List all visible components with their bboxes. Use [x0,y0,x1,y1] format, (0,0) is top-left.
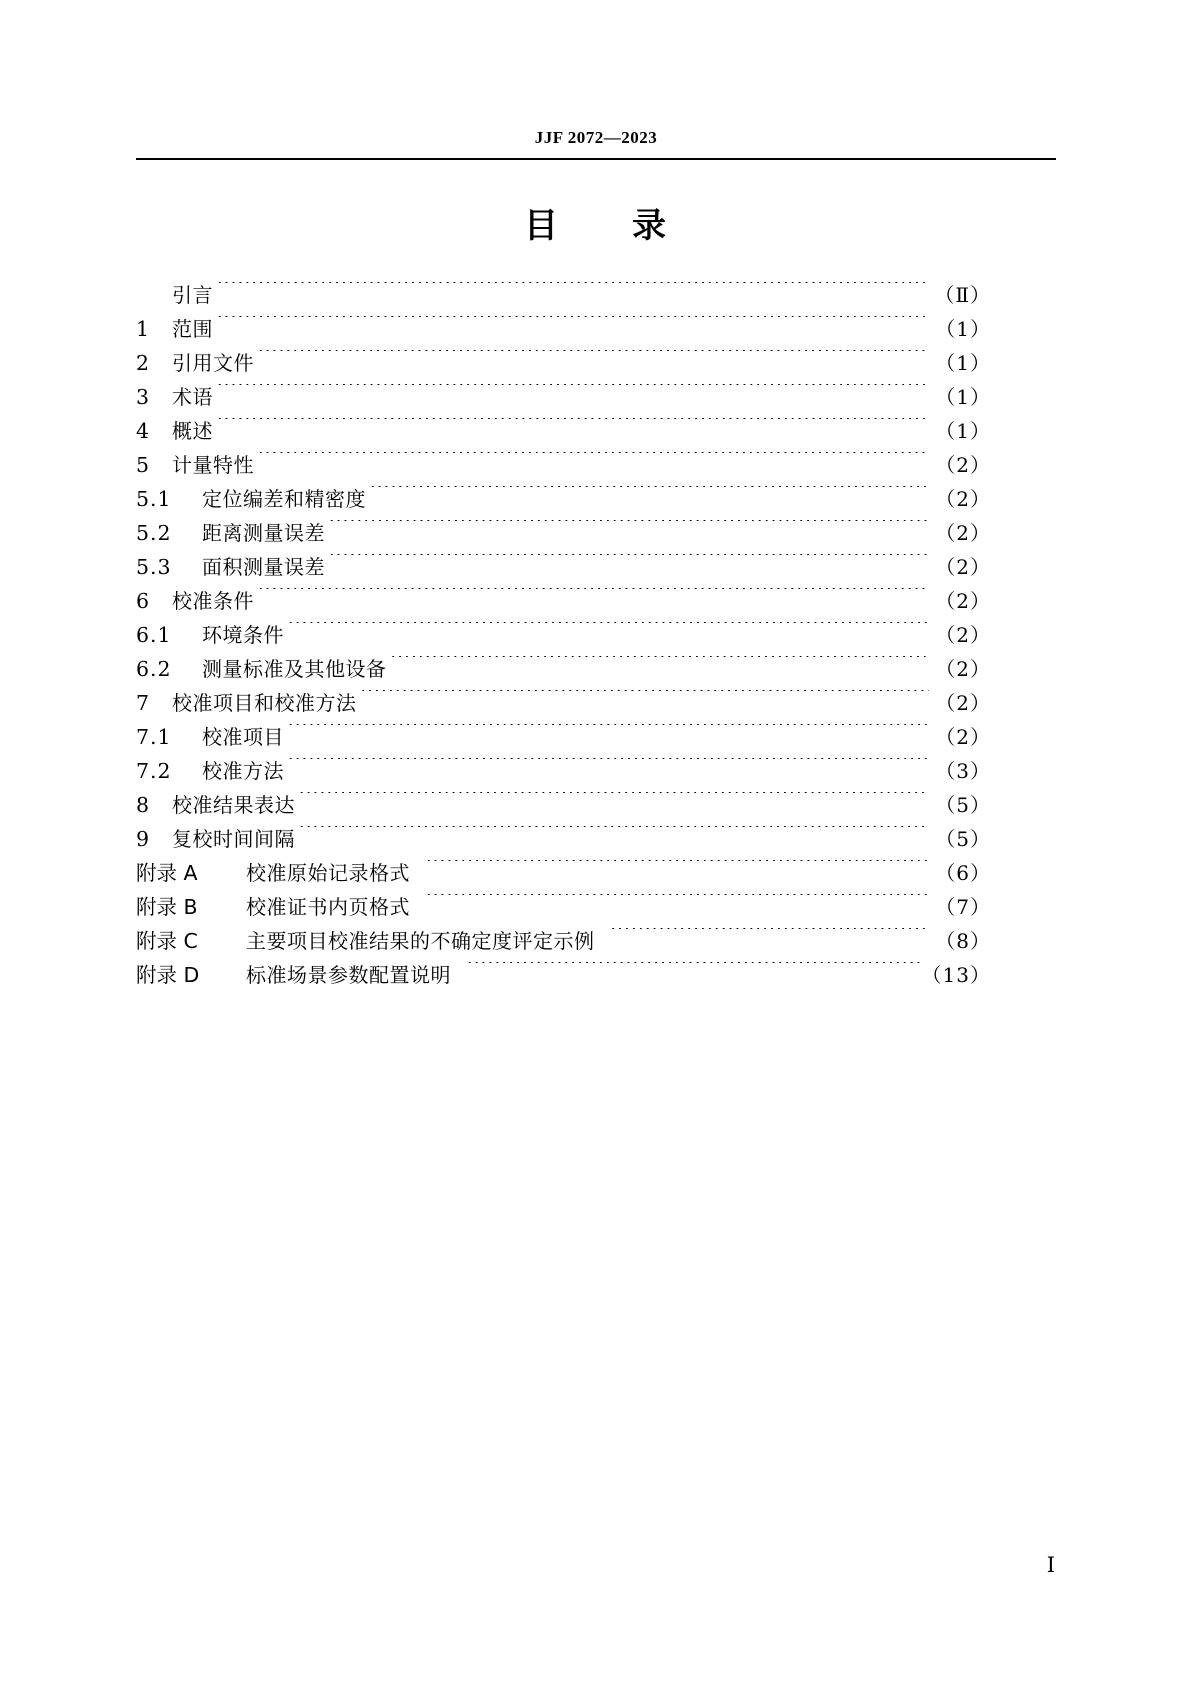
toc-entry-number: 4 [136,419,150,443]
toc-entry-number: 3 [136,385,150,409]
toc-entry-page: （2） [935,623,991,647]
toc-entry-number: 6 [136,589,150,613]
toc-leader-dots [288,724,929,744]
toc-entry-page: （3） [935,759,991,783]
toc-leader-dots [361,690,930,710]
toc-entry-number: 7.1 [136,725,172,749]
toc-entry[interactable] [136,278,991,312]
toc-entry[interactable] [136,618,991,652]
toc-entry[interactable] [136,686,991,720]
toc-entry[interactable] [136,856,991,890]
toc-entry-page: （2） [935,487,991,511]
toc-leader-dots [217,282,929,302]
toc-entry-page: （2） [935,589,991,613]
toc-entry-label: 校准方法 [202,759,284,783]
toc-entry[interactable] [136,924,991,958]
toc-entry-label: 面积测量误差 [202,555,325,579]
toc-leader-dots [611,928,930,948]
toc-entry-number: 7.2 [136,759,172,783]
toc-entry[interactable] [136,788,991,822]
toc-entry-page: （2） [935,691,991,715]
toc-entry-label: 概述 [172,419,213,443]
toc-entry-label: 测量标准及其他设备 [202,657,387,681]
toc-entry[interactable] [136,890,991,924]
toc-entry-number: 5.1 [136,487,172,511]
toc-entry-page: （2） [935,725,991,749]
toc-entry-page: （1） [935,385,991,409]
toc-entry-number: 5.3 [136,555,172,579]
toc-entry-number: 5 [136,453,150,477]
toc-entry-number: 6.1 [136,623,172,647]
toc-entry-page: （2） [935,521,991,545]
toc-entry-number: 附录 A [136,861,198,885]
toc-leader-dots [217,418,929,438]
toc-entry[interactable] [136,516,991,550]
toc-entry-label: 标准场景参数配置说明 [246,963,451,987]
toc-entry-number: 附录 D [136,963,200,987]
toc-entry-page: （2） [935,555,991,579]
toc-entry-label: 校准条件 [172,589,254,613]
toc-leader-dots [467,962,920,982]
toc-entry-number: 6.2 [136,657,172,681]
toc-leader-dots [258,588,929,608]
toc-entry-label: 范围 [172,317,213,341]
toc-leader-dots [288,758,929,778]
toc-entry-page: （2） [935,657,991,681]
toc-leader-dots [217,316,929,336]
table-of-contents [136,278,991,992]
toc-entry-number: 2 [136,351,150,375]
toc-entry-label: 主要项目校准结果的不确定度评定示例 [246,929,595,953]
toc-entry-label: 环境条件 [202,623,284,647]
toc-entry[interactable] [136,584,991,618]
toc-entry-number: 7 [136,691,150,715]
page-header-standard-code: JJF 2072—2023 [534,128,658,147]
toc-leader-dots [288,622,929,642]
toc-entry-label: 计量特性 [172,453,254,477]
toc-entry[interactable] [136,822,991,856]
toc-leader-dots [329,554,929,574]
toc-leader-dots [258,350,929,370]
toc-entry[interactable] [136,380,991,414]
toc-entry-label: 校准项目 [202,725,284,749]
toc-entry[interactable] [136,720,991,754]
toc-entry-label: 引言 [172,283,213,307]
toc-leader-dots [426,860,929,880]
toc-entry-page: （7） [935,895,991,919]
page-title: 目 录 [524,206,668,246]
toc-entry-label: 术语 [172,385,213,409]
toc-entry-label: 校准结果表达 [172,793,295,817]
toc-entry-number: 8 [136,793,150,817]
toc-leader-dots [258,452,929,472]
toc-entry-label: 校准证书内页格式 [246,895,410,919]
toc-leader-dots [299,792,929,812]
toc-entry-number: 9 [136,827,150,851]
toc-entry[interactable] [136,550,991,584]
toc-entry[interactable] [136,482,991,516]
toc-entry-page: （2） [935,453,991,477]
toc-entry-page: （6） [935,861,991,885]
toc-entry-label: 复校时间间隔 [172,827,295,851]
toc-entry[interactable] [136,652,991,686]
toc-entry-number: 5.2 [136,521,172,545]
toc-entry-label: 距离测量误差 [202,521,325,545]
toc-entry-label: 校准项目和校准方法 [172,691,357,715]
toc-leader-dots [299,826,929,846]
footer-page-number: Ⅰ [1046,1553,1055,1577]
toc-entry-page: （1） [935,351,991,375]
toc-entry-label: 校准原始记录格式 [246,861,410,885]
toc-entry-page: （8） [935,929,991,953]
toc-leader-dots [370,486,929,506]
toc-entry[interactable] [136,346,991,380]
toc-entry-page: （13） [921,963,991,987]
toc-entry[interactable] [136,958,991,992]
toc-leader-dots [217,384,929,404]
toc-entry-number: 1 [136,317,150,341]
toc-leader-dots [391,656,930,676]
toc-entry-number: 附录 B [136,895,198,919]
toc-entry-page: （5） [935,827,991,851]
toc-entry-number: 附录 C [136,929,198,953]
toc-entry[interactable] [136,414,991,448]
toc-leader-dots [329,520,929,540]
toc-entry[interactable] [136,312,991,346]
header-divider [136,158,1056,160]
toc-entry[interactable] [136,448,991,482]
toc-entry-page: （1） [935,317,991,341]
toc-entry-page: （Ⅱ） [934,283,991,307]
toc-entry-page: （5） [935,793,991,817]
toc-entry-page: （1） [935,419,991,443]
toc-entry-label: 引用文件 [172,351,254,375]
toc-leader-dots [426,894,929,914]
toc-entry-label: 定位编差和精密度 [202,487,366,511]
toc-entry[interactable] [136,754,991,788]
